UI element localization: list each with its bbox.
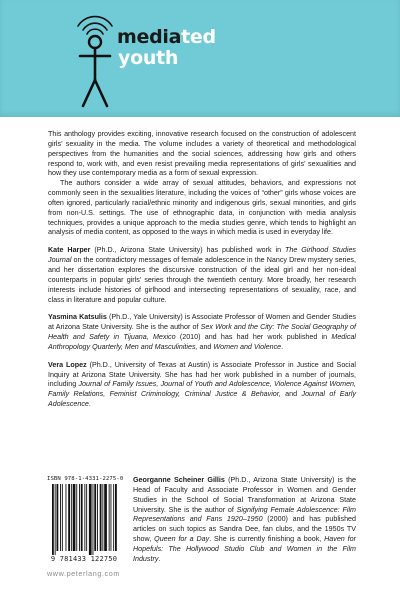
cover-header-band [0, 0, 400, 117]
barcode-bars [51, 484, 117, 555]
author-name: Kate Harper [48, 246, 91, 255]
publisher-website: www.peterlang.com [47, 569, 120, 578]
author-name: Georganne Scheiner Gillis [133, 476, 225, 484]
bio-vera-lopez: Vera Lopez (Ph.D., University of Texas at Austin) is Associate Professor in Justice and Social Inquiry at Arizona State University. She has had her work published in a number of journals, including Journal of Family Issues, Journal of Youth and Adolescence, Violence Against Women, Family Relations, Feminist Criminology, Criminal Justice & Behavior, and Journal of Early Adolescence. [48, 360, 356, 409]
author-name: Vera Lopez [48, 360, 87, 369]
bio-kate-harper: Kate Harper (Ph.D., Arizona State University) has published work in The Girlhood Studies Journal on the contradictory messages of female adolescence in the Nancy Drew mystery series, and her dissertation explores the discursive construction of the ideal girl and her non-ideal counterparts in popular girls’ series through the twentieth century. More broadly, her research interests include histories of girlhood and intersecting representations of sexuality, race, and class in literature and popular culture. [48, 246, 356, 304]
isbn-barcode [47, 476, 124, 563]
author-name: Yasmina Katsulis [48, 313, 107, 322]
back-cover-text [48, 130, 356, 410]
series-title [117, 27, 216, 69]
series-title-part1: media [117, 26, 182, 48]
series-title-line2: youth [118, 47, 179, 69]
barcode-digits: 9 781433 122750 [50, 555, 118, 563]
bio-georganne-gillis: Georganne Scheiner Gillis (Ph.D., Arizona State University) is the Head of Faculty and Associate Professor in Women and Gender Studies in the School of Social Transformation at Arizona State University. She is the author of Signifying Female Adolescence: Film Representations and Fans 1920–1950 (2000) and has published articles on such topics as Sandra Dee, fan clubs, and the 1950s TV show, Queen for a Day. She is currently finishing a book, Haven for Hopefuls: The Hollywood Studio Club and Women in the Film Industry. [133, 476, 357, 563]
isbn-number: ISBN 978-1-4331-2275-0 [47, 476, 124, 482]
bio-yasmina-katsulis: Yasmina Katsulis (Ph.D., Yale University) is Associate Professor of Women and Gender Studies at Arizona State University. She is the author of Sex Work and the City: The Social Geography of Health and Safety in Tijuana, Mexico (2010) and has had her work published in Medical Anthropology Quarterly, Men and Masculinities, and Women and Violence. [48, 313, 357, 351]
broadcasting-figure-logo [70, 8, 120, 110]
description-paragraph-2: The authors consider a wide array of sexual attitudes, behaviors, and expressions not commonly seen in the sexualities literature, including the voices of “other” girls whose voices are often ignored, particularly racial/ethnic minority and indigenous girls, sexual minorities, and girls from non-U.S. settings. The use of ethnographic data, in conjunction with media analysis techniques, provides a unique approach to the media studies genre, which tends to highlight an analysis of media content, as opposed to the ways in which media is used in everyday life. [48, 179, 356, 237]
description-paragraph-1: This anthology provides exciting, innovative research focused on the construction of adolescent girls’ sexuality in the media. The volume includes a variety of theoretical and methodological perspectives from the humanities and the social sciences, addressing how girls and others respond to, work with, and even resist prevailing media representations of girls’ sexualities and how they use contemporary media as a form of sexual expression. [48, 130, 356, 178]
series-title-highlight: ted [181, 26, 216, 48]
